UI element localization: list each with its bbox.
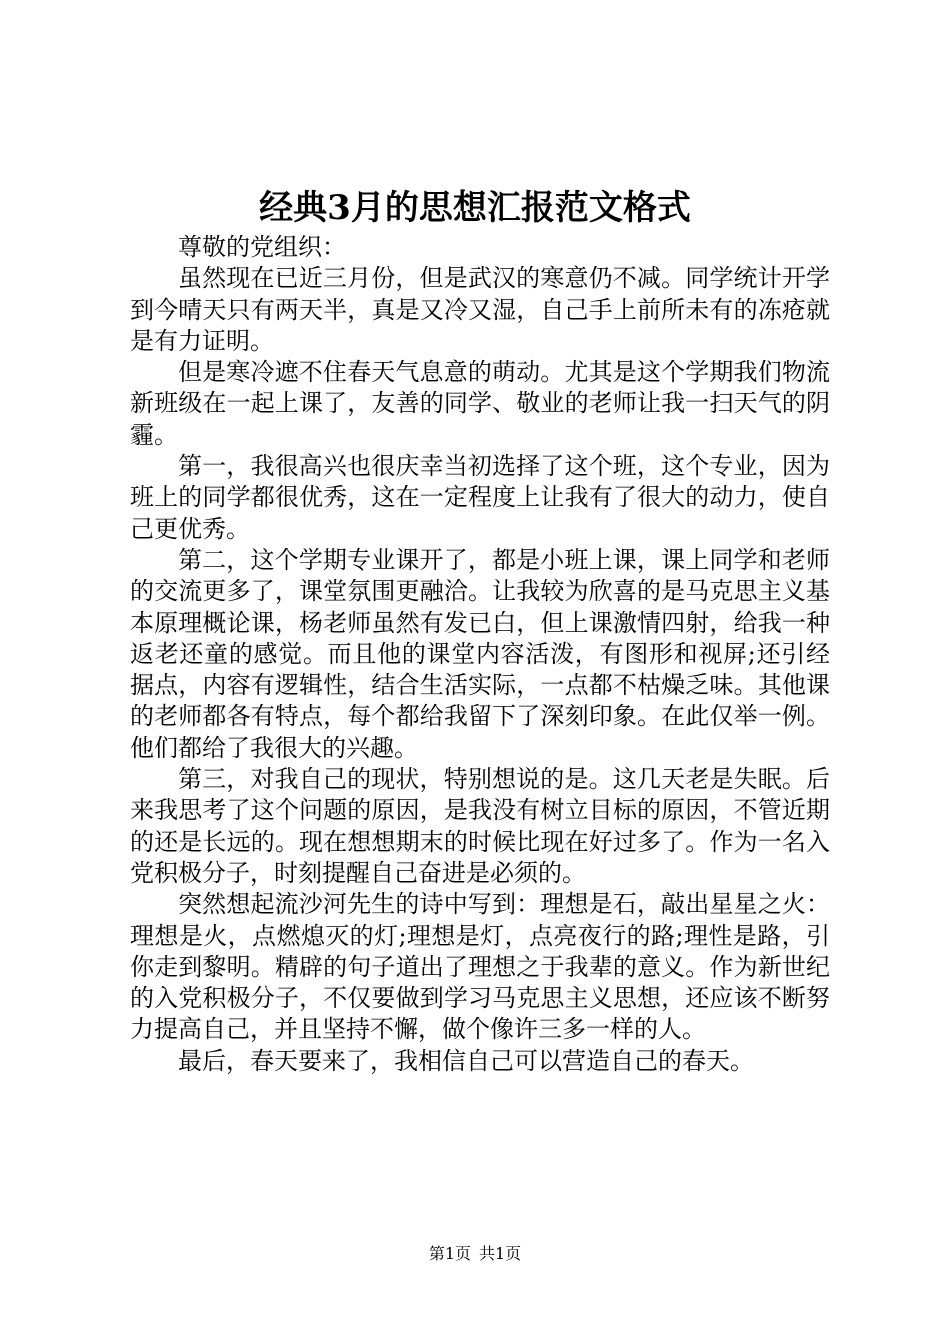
- paragraph: 虽然现在已近三月份，但是武汉的寒意仍不减。同学统计开学到今晴天只有两天半，真是又冷又湿，自己手上前所未有的冻疮就是有力证明。: [130, 264, 830, 355]
- document-body: [130, 232, 830, 1077]
- paragraph: 突然想起流沙河先生的诗中写到：理想是石，敲出星星之火：理想是火，点燃熄灭的灯;理想是灯，点亮夜行的路;理性是路，引你走到黎明。精辟的句子道出了理想之于我辈的意义。作为新世纪的入党积极分子，不仅要做到学习马克思主义思想，还应该不断努力提高自己，并且坚持不懈，做个像许三多一样的人。: [130, 890, 830, 1044]
- closing-paragraph: 最后，春天要来了，我相信自己可以营造自己的春天。: [178, 1046, 754, 1075]
- document-title: 经典3月的思想汇报范文格式: [259, 188, 691, 228]
- salutation: 尊敬的党组织：: [178, 233, 346, 261]
- paragraph: 但是寒冷遮不住春天气息意的萌动。尤其是这个学期我们物流新班级在一起上课了，友善的同学、敬业的老师让我一扫天气的阴霾。: [130, 358, 830, 449]
- page-footer: [0, 1242, 950, 1266]
- paragraph: 第二，这个学期专业课开了，都是小班上课，课上同学和老师的交流更多了，课堂氛围更融洽。让我较为欣喜的是马克思主义基本原理概论课，杨老师虽然有发已白，但上课激情四射，给我一种返老还童的感觉。而且他的课堂内容活泼，有图形和视屏;还引经据点，内容有逻辑性，结合生活实际，一点都不枯燥乏味。其他课的老师都各有特点，每个都给我留下了深刻印象。在此仅举一例。他们都给了我很大的兴趣。: [130, 545, 830, 762]
- paragraph: 第三，对我自己的现状，特别想说的是。这几天老是失眠。后来我思考了这个问题的原因，是我没有树立目标的原因，不管近期的还是长远的。现在想想期末的时候比现在好过多了。作为一名入党积极分子，时刻提醒自己奋进是必须的。: [130, 765, 830, 887]
- page-total: 共1页: [479, 1244, 522, 1263]
- paragraph: 第一，我很高兴也很庆幸当初选择了这个班，这个专业，因为班上的同学都很优秀，这在一定程度上让我有了很大的动力，使自己更优秀。: [130, 452, 830, 543]
- page-number: 第1页: [428, 1244, 471, 1263]
